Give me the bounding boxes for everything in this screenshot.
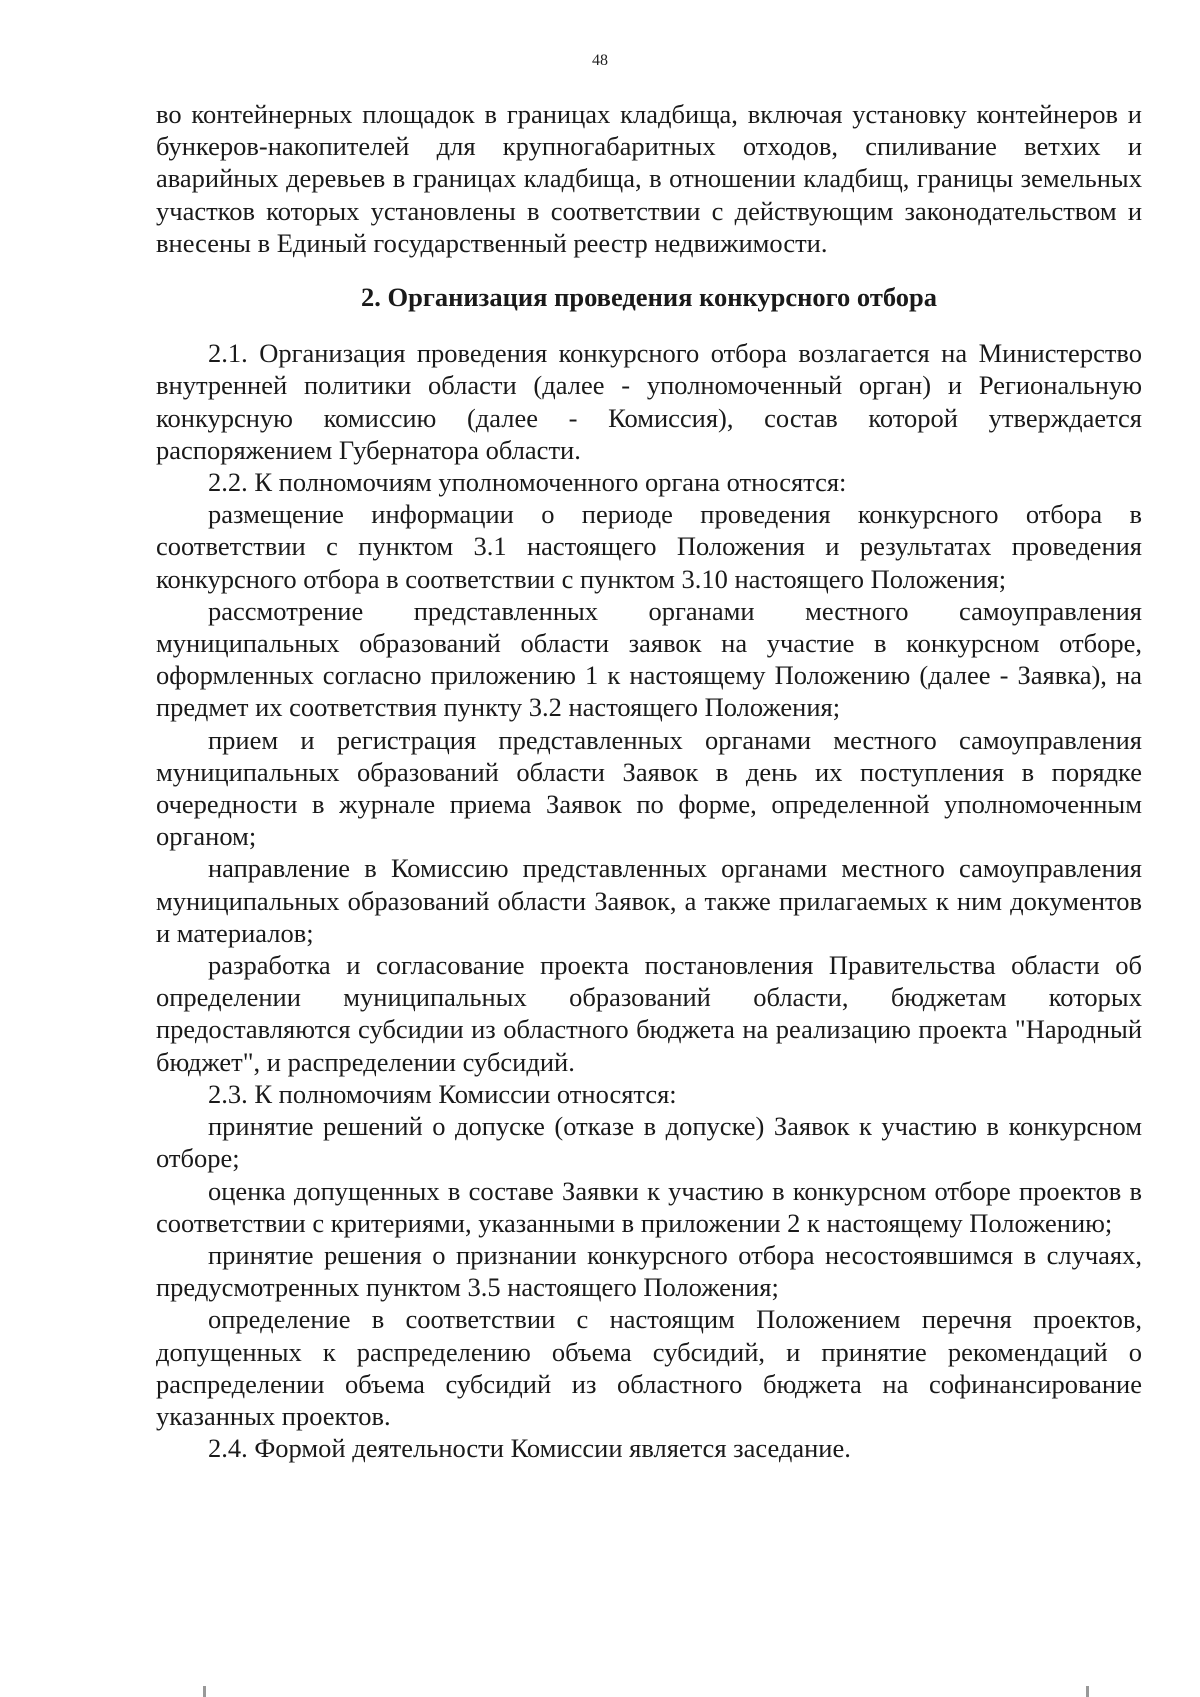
list-item: принятие решения о признании конкурсного отбора несостоявшимся в случаях, предусмотренных пунктом 3.5 настоящего Положения;: [156, 1239, 1142, 1303]
list-item: прием и регистрация представленных органами местного самоуправления муниципальных образований области Заявок в день их поступления в порядке очередности в журнале приема Заявок по форме, определенной уполномоченным органом;: [156, 724, 1142, 852]
document-body: [156, 98, 1142, 1464]
paragraph: 2.3. К полномочиям Комиссии относятся:: [208, 1078, 677, 1109]
section-heading: 2. Организация проведения конкурсного отбора: [361, 282, 937, 313]
paragraph: 2.1. Организация проведения конкурсного отбора возлагается на Министерство внутренней политики области (далее - уполномоченный орган) и Региональную конкурсную комиссию (далее - Комиссия), состав которой утверждается распоряжением Губернатора области.: [156, 338, 1142, 465]
list-item: направление в Комиссию представленных органами местного самоуправления муниципальных образований области Заявок, а также прилагаемых к ним документов и материалов;: [156, 853, 1142, 948]
page-number: 48: [592, 52, 608, 69]
scan-mark: [1086, 1686, 1089, 1697]
list-item: определение в соответствии с настоящим Положением перечня проектов, допущенных к распределению объема субсидий, и принятие рекомендаций о распределении объема субсидий из областного бюджета на софинансирование указанных проектов.: [156, 1304, 1142, 1431]
list-item: оценка допущенных в составе Заявки к участию в конкурсном отборе проектов в соответствии с критериями, указанными в приложении 2 к настоящему Положению;: [156, 1175, 1142, 1238]
paragraph: 2.2. К полномочиям уполномоченного органа относятся:: [208, 467, 847, 498]
list-item: рассмотрение представленных органами местного самоуправления муниципальных образований области заявок на участие в конкурсном отборе, оформленных согласно приложению 1 к настоящему Положению (далее - Заявка), на предмет их соответствия пункту 3.2 настоящего Положения;: [156, 595, 1142, 723]
paragraph-continuation: во контейнерных площадок в границах кладбища, включая установку контейнеров и бункеров-накопителей для крупногабаритных отходов, спиливание ветхих и аварийных деревьев в границах кладбища, в отношении кладбищ, границы земельных участков которых установлены в соответствии с действующим законодательством и внесены в Единый государственный реестр недвижимости.: [156, 99, 1142, 258]
list-item: разработка и согласование проекта постановления Правительства области об определении муниципальных образований области, бюджетам которых предоставляются субсидии из областного бюджета на реализацию проекта "Народный бюджет", и распределении субсидий.: [156, 950, 1142, 1077]
list-item: принятие решений о допуске (отказе в допуске) Заявок к участию в конкурсном отборе;: [156, 1111, 1142, 1174]
scan-mark: [203, 1686, 206, 1697]
paragraph: 2.4. Формой деятельности Комиссии является заседание.: [208, 1433, 851, 1464]
list-item: размещение информации о периоде проведения конкурсного отбора в соответствии с пунктом 3.1 настоящего Положения и результатах проведения конкурсного отбора в соответствии с пунктом 3.10 настоящего Положения;: [156, 499, 1142, 594]
